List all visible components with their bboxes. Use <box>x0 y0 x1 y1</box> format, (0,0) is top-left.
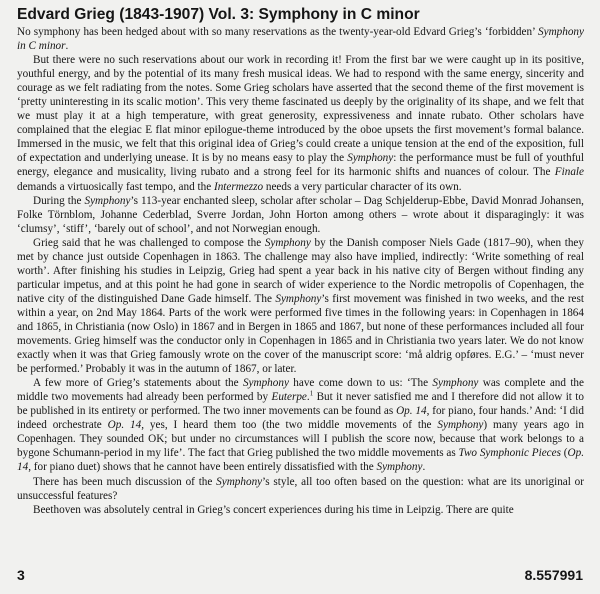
article-body <box>17 25 584 517</box>
footnote-marker: 1 <box>309 389 314 398</box>
page-number: 3 <box>17 567 25 583</box>
paragraph-1: No symphony has been hedged about with so many reservations as the twenty-year-old Edvard Grieg’s ‘forbidden’ Symphony in C minor. <box>17 26 584 53</box>
paragraph-7: Beethoven was absolutely central in Grieg’s concert experiences during his time in Leipzig. There are quite <box>33 503 514 516</box>
paragraph-6: There has been much discussion of the Symphony’s style, all too often based on the question: what are its unoriginal or unsuccessful features? <box>17 475 585 502</box>
paragraph-3: During the Symphony’s 113-year enchanted sleep, scholar after scholar – Dag Schjelderup-Ebbe, David Monrad Johansen, Folke Törnblom, Johanne Cederblad, Sverre Jordan, John Horton among others – wrote about it disparagingly: it was ‘clumsy’, ‘stiff’, ‘barely out of school’, and not Norwegian enough. <box>17 194 584 235</box>
paragraph-5: A few more of Grieg’s statements about the Symphony have come down to us: ‘The Symphony was complete and the middle two movements had already been performed by Euterpe.$^1$ But it never satisfied me and I therefore did not allow it to be published in its entirety or performed. The two inner movements can be found as Op. 14, for piano, four hands.’ And: ‘I did indeed orchestrate Op. 14, yes, I heard them too (the two middle movements of the Symphony) many years ago in Copenhagen. They sounded OK; but under no circumstances will I publish the score now, because that work belongs to a bygone Schumann-period in my life’. The fact that Grieg published the two middle movements as Two Symphonic Pieces (Op. 14, for piano duet) shows that he cannot have been entirely dissatisfied with the Symphony. <box>17 377 584 474</box>
catalogue-number: 8.557991 <box>524 567 583 583</box>
page-title: Edvard Grieg (1843-1907) Vol. 3: Symphony in C minor <box>17 6 420 23</box>
paragraph-2: But there were no such reservations about our work in recording it! From the first bar we were caught up in its positive, youthful energy, and by the potential of its many fresh musical ideas. We had to respond with the same energy, sincerity and courage as we felt radiating from the notes. Some Grieg scholars have asserted that the second theme of the first movement is ‘pretty uninteresting in its scalic motion’. This very theme fascinated us deeply by the originality of its shape, and we felt that we must play it at a high temperature, with great generosity, expressiveness and innate rubato. Other scholars have complained that the elegiac E flat minor epilogue-theme introduced by the oboe upsets the first movement’s formal balance. Immersed in the music, we felt that this original idea of Grieg’s could create a unique tension at the end of the exposition, full of expectation and underlying unease. It is by no means easy to play the Symphony: the performance must be full of youthful energy, elegance and musicality, living rubato and a strong feel for its harmonic shifts and nuances of colour. The Finale demands a virtuosically fast tempo, and the Intermezzo needs a very particular character of its own. <box>17 54 584 193</box>
paragraph-4: Grieg said that he was challenged to compose the Symphony by the Danish composer Niels Gade (1817–90), when they met by chance just outside Copenhagen in 1863. The challenge may also have implied, indirectly: ‘Write something of real worth’. After finishing his studies in Leipzig, Grieg had spent a year back in his native city of Bergen without finding any particular impetus, and at this point he had gone in search of wider experience to the Nordic metropolis of Copenhagen, the native city of the distinguished Dane Gade himself. The Symphony’s first movement was finished in two weeks, and the rest within a year, on 2nd May 1864. Parts of the work were performed five times in the following years: in Copenhagen in 1864 and 1865, in Christiania (now Oslo) in 1867 and in Bergen in 1865 and 1867, but none of these performances included all four movements. Grieg himself was the conductor only in Copenhagen in 1865 and in Christiania two years later. We do not know exactly when it was that Grieg famously wrote on the cover of the manuscript score: ‘må aldrig opføres. E.G.’ – ‘must never be performed.’ Probably it was in the autumn of 1867, or later. <box>17 236 584 376</box>
